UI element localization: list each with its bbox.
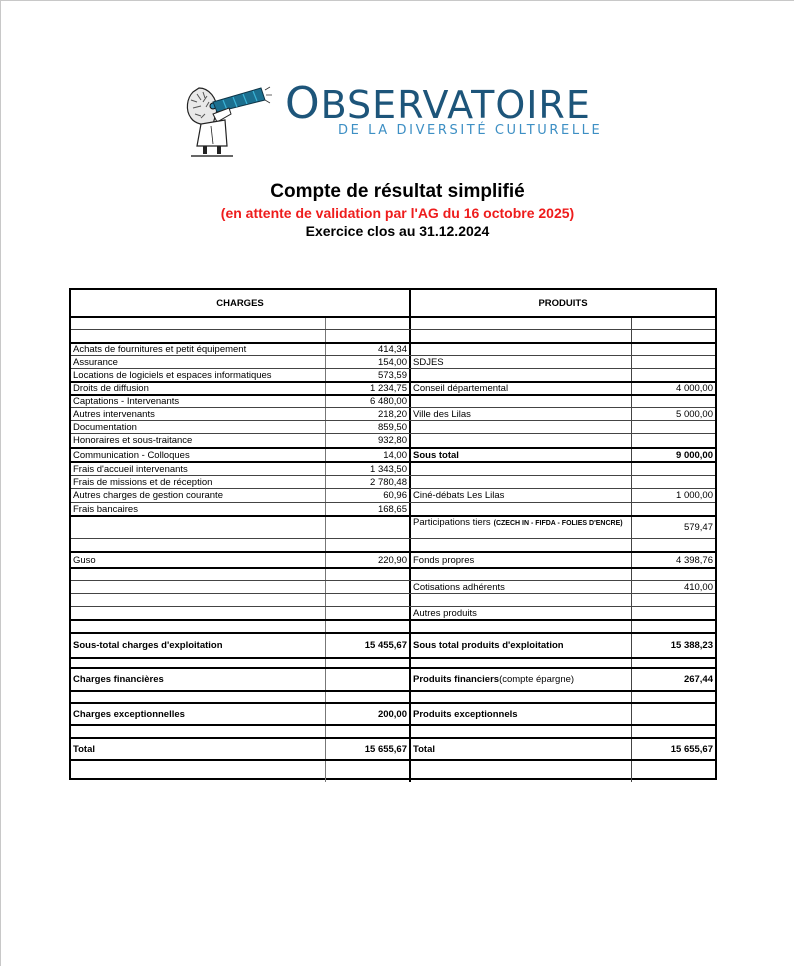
produit-amount: 9 000,00	[676, 449, 713, 461]
produit-label-text: Sous total	[413, 449, 459, 461]
produit-label	[411, 421, 632, 433]
produit-amount	[632, 369, 715, 381]
produit-amount	[632, 421, 715, 433]
produit-amount: 1 000,00	[676, 490, 713, 501]
logo-title-initial: O	[285, 78, 321, 129]
charge-amount	[326, 594, 411, 606]
charge-label	[71, 539, 326, 551]
table-row	[71, 342, 715, 355]
charge-amount	[326, 517, 411, 538]
produit-amount	[632, 726, 715, 737]
charge-label: Documentation	[71, 421, 326, 433]
charge-label	[71, 692, 326, 702]
produit-label	[411, 396, 632, 407]
table-row	[71, 407, 715, 420]
table-row	[71, 447, 715, 461]
logo	[183, 80, 623, 162]
table-row	[71, 702, 715, 724]
table-row	[71, 724, 715, 737]
table-row	[71, 551, 715, 567]
table-row	[71, 538, 715, 551]
table-row	[71, 737, 715, 759]
table-row	[71, 488, 715, 502]
produit-amount	[632, 607, 715, 619]
table-row	[71, 368, 715, 381]
produit-label	[411, 621, 632, 632]
charge-amount	[326, 669, 411, 690]
produit-amount	[632, 434, 715, 447]
produit-amount	[632, 704, 715, 724]
produit-label	[411, 449, 632, 461]
table-row	[71, 667, 715, 690]
produit-label	[411, 726, 632, 737]
charge-amount: 1 234,75	[326, 383, 411, 394]
charge-label: Frais d'accueil intervenants	[71, 463, 326, 475]
produit-label	[411, 692, 632, 702]
produit-amount	[632, 659, 715, 667]
charge-amount	[326, 330, 411, 342]
logo-title-rest: BSERVATOIRE	[320, 83, 591, 127]
table-row	[71, 475, 715, 488]
produit-amount	[632, 569, 715, 580]
charge-label: Charges financières	[71, 669, 326, 690]
table-row	[71, 515, 715, 538]
fiscal-period: Exercice clos au 31.12.2024	[305, 223, 490, 239]
produit-label-note: (compte épargne)	[499, 674, 575, 685]
charge-label	[71, 726, 326, 737]
charges-header: CHARGES	[71, 290, 411, 316]
charge-amount: 6 480,00	[326, 396, 411, 407]
charge-label: Frais de missions et de réception	[71, 476, 326, 488]
produit-label	[411, 344, 632, 355]
produit-label	[411, 634, 632, 657]
produit-label	[411, 463, 632, 475]
logo-title	[285, 78, 591, 129]
charge-label: Autres intervenants	[71, 408, 326, 420]
charge-amount: 2 780,48	[326, 476, 411, 488]
produit-label	[411, 517, 632, 538]
charge-amount: 200,00	[326, 704, 411, 724]
produit-amount: 15 655,67	[670, 743, 713, 755]
produit-label	[411, 704, 632, 724]
produit-amount: 4 398,76	[676, 554, 713, 566]
charge-amount: 60,96	[326, 489, 411, 502]
charge-amount	[326, 318, 411, 329]
charge-label: Sous-total charges d'exploitation	[71, 634, 326, 657]
produit-amount: 5 000,00	[676, 408, 713, 420]
charge-label	[71, 330, 326, 342]
produit-label	[411, 408, 632, 420]
charge-amount: 15 455,67	[326, 634, 411, 657]
produit-amount: 579,47	[683, 522, 713, 533]
charge-label: Guso	[71, 553, 326, 567]
charge-amount: 168,65	[326, 503, 411, 515]
page-title: Compte de résultat simplifié	[270, 181, 525, 202]
charge-label	[71, 581, 326, 593]
produit-label-text: Cotisations adhérents	[413, 581, 505, 593]
produit-label-text: Produits financiers	[413, 674, 500, 685]
produit-label	[411, 383, 632, 394]
produit-amount	[632, 344, 715, 355]
charge-label: Honoraires et sous-traitance	[71, 434, 326, 447]
produit-label-text: Sous total produits d'exploitation	[413, 640, 564, 651]
produit-label	[411, 356, 632, 368]
table-header-row	[71, 290, 715, 316]
charge-amount	[326, 659, 411, 667]
table-row	[71, 355, 715, 368]
title-block	[0, 180, 795, 240]
charge-label: Autres charges de gestion courante	[71, 489, 326, 502]
produit-amount	[632, 356, 715, 368]
charge-label: Communication - Colloques	[71, 449, 326, 461]
produit-amount	[632, 594, 715, 606]
charge-amount: 14,00	[326, 449, 411, 461]
charge-label	[71, 761, 326, 782]
table-row	[71, 593, 715, 606]
charge-label	[71, 569, 326, 580]
charge-amount	[326, 692, 411, 702]
charge-amount	[326, 569, 411, 580]
produit-amount	[632, 318, 715, 329]
charge-amount	[326, 607, 411, 619]
charge-amount: 154,00	[326, 356, 411, 368]
table-row	[71, 420, 715, 433]
produit-label-text: Produits exceptionnels	[413, 708, 518, 720]
charge-amount: 15 655,67	[326, 739, 411, 759]
produit-label-text: SDJES	[413, 356, 444, 368]
produit-label	[411, 607, 632, 619]
table-row	[71, 619, 715, 632]
produit-label-text: Fonds propres	[413, 554, 475, 566]
produit-label	[411, 369, 632, 381]
charge-label	[71, 607, 326, 619]
charge-amount: 414,34	[326, 344, 411, 355]
produit-label-text: Ville des Lilas	[413, 408, 471, 420]
charge-label: Assurance	[71, 356, 326, 368]
man-with-telescope-icon	[183, 80, 273, 162]
table-row	[71, 394, 715, 407]
charge-label	[71, 517, 326, 538]
produit-label	[411, 539, 632, 551]
table-row	[71, 567, 715, 580]
charge-amount: 220,90	[326, 553, 411, 567]
produit-label-text: Participations tiers	[413, 517, 491, 528]
charge-amount	[326, 539, 411, 551]
table-row	[71, 759, 715, 782]
produit-label	[411, 659, 632, 667]
produit-label-text: Total	[413, 743, 435, 755]
produit-label	[411, 318, 632, 329]
table-row	[71, 461, 715, 475]
produit-label	[411, 569, 632, 580]
produit-label	[411, 476, 632, 488]
charge-label: Locations de logiciels et espaces informatiques	[71, 369, 326, 381]
table-row	[71, 606, 715, 619]
table-row	[71, 580, 715, 593]
charge-label: Frais bancaires	[71, 503, 326, 515]
charge-amount: 859,50	[326, 421, 411, 433]
table-row	[71, 632, 715, 657]
charge-label	[71, 594, 326, 606]
charge-amount: 573,59	[326, 369, 411, 381]
table-row	[71, 329, 715, 342]
produit-amount	[632, 463, 715, 475]
produit-label-text: Ciné-débats Les Lilas	[413, 490, 505, 501]
produit-label	[411, 761, 632, 782]
produit-label	[411, 330, 632, 342]
produit-label	[411, 739, 632, 759]
table-row	[71, 433, 715, 447]
produit-amount: 15 388,23	[670, 640, 713, 651]
charge-amount	[326, 761, 411, 782]
charge-label	[71, 318, 326, 329]
validation-notice: (en attente de validation par l'AG du 16 octobre 2025)	[220, 205, 575, 221]
charge-amount: 932,80	[326, 434, 411, 447]
produit-label	[411, 489, 632, 502]
charge-amount	[326, 581, 411, 593]
charge-amount: 1 343,50	[326, 463, 411, 475]
table-row	[71, 316, 715, 329]
produit-amount: 267,44	[683, 674, 713, 685]
charge-label: Achats de fournitures et petit équipement	[71, 344, 326, 355]
produit-label	[411, 669, 632, 690]
charge-label: Captations - Intervenants	[71, 396, 326, 407]
charge-label: Charges exceptionnelles	[71, 704, 326, 724]
produit-amount	[632, 476, 715, 488]
produit-amount	[632, 503, 715, 515]
charge-amount	[326, 621, 411, 632]
produit-label	[411, 503, 632, 515]
produit-amount	[632, 396, 715, 407]
charge-label: Droits de diffusion	[71, 383, 326, 394]
produit-label	[411, 434, 632, 447]
table-row	[71, 502, 715, 515]
logo-subtitle: DE LA DIVERSITÉ CULTURELLE	[338, 123, 603, 138]
produit-amount	[632, 761, 715, 782]
income-statement-table	[69, 288, 717, 780]
produit-amount	[632, 539, 715, 551]
produit-label-note: (CZECH IN - FIFDA - FOLIES D'ENCRE)	[493, 520, 623, 527]
produit-label	[411, 594, 632, 606]
charge-label: Total	[71, 739, 326, 759]
charge-amount: 218,20	[326, 408, 411, 420]
produit-label	[411, 581, 632, 593]
produits-header: PRODUITS	[538, 297, 588, 309]
table-row	[71, 381, 715, 394]
produit-amount	[632, 621, 715, 632]
produit-amount	[632, 692, 715, 702]
produit-amount: 410,00	[683, 581, 713, 593]
charge-label	[71, 659, 326, 667]
charge-label	[71, 621, 326, 632]
table-row	[71, 690, 715, 702]
table-row	[71, 657, 715, 667]
produit-label-text: Autres produits	[413, 607, 477, 619]
produit-amount	[632, 330, 715, 342]
produit-amount: 4 000,00	[676, 383, 713, 394]
charge-amount	[326, 726, 411, 737]
produit-label	[411, 553, 632, 567]
produit-label-text: Conseil départemental	[413, 383, 509, 394]
